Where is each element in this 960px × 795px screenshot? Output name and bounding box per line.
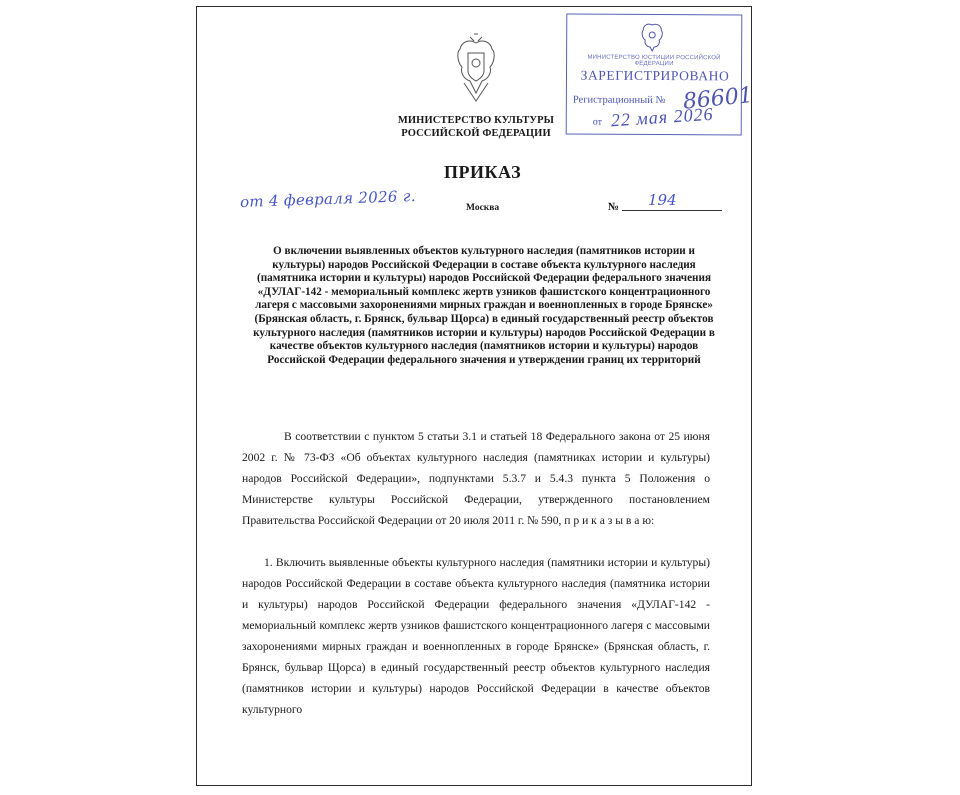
stamp-emblem-icon	[639, 21, 665, 53]
stamp-date-prefix: от	[592, 116, 603, 128]
city: Москва	[466, 203, 500, 213]
handwritten-date: от 4 февраля 2026 г.	[239, 186, 417, 212]
ministry-line-1: МИНИСТЕРСТВО КУЛЬТУРЫ	[397, 115, 555, 126]
stamp-registered: ЗАРЕГИСТРИРОВАНО	[580, 67, 730, 84]
handwritten-number: 194	[648, 191, 677, 209]
stamp-reg-number: 86601	[681, 82, 754, 115]
ministry-line-2: РОССИЙСКОЙ ФЕДЕРАЦИИ	[401, 128, 551, 139]
preamble-paragraph: В соответствии с пунктом 5 статьи 3.1 и статьей 18 Федерального закона от 25 июня 2002 г. № 73-ФЗ «Об объектах культурного наследия (памятниках истории и культуры) народов Российской Федерации», подпунктами 5.3.7 и 5.4.3 пункта 5 Положения о Министерстве культуры Российской Федерации, утвержденного постановлением Правительства Российской Федерации от 20 июля 2011 г. № 590, п р и к а з ы в а ю:	[242, 430, 710, 527]
stamp-date-value: 22 мая 2026	[610, 103, 715, 131]
stamp-reg-label: Регистрационный №	[572, 94, 666, 107]
order-body	[242, 426, 710, 531]
stamp-header: МИНИСТЕРСТВО ЮСТИЦИИ РОССИЙСКОЙ ФЕДЕРАЦИИ	[587, 54, 721, 68]
number-underline	[622, 210, 722, 211]
number-label: №	[608, 201, 620, 213]
registration-stamp	[566, 14, 754, 136]
coat-of-arms-icon	[452, 33, 500, 107]
document-title: ПРИКАЗ	[444, 162, 522, 182]
item-1-paragraph: 1. Включить выявленные объекты культурного наследия (памятники истории и культуры) народов Российской Федерации в составе объекта культурного наследия (памятника истории и культуры) народов Российской Федерации федерального значения «ДУЛАГ-142 - мемориальный комплекс жертв узников фашистского концентрационного лагеря с массовыми захоронениями мирных граждан и военнопленных в городе Брянске» (Брянская область, г. Брянск, бульвар Щорса) в единый государственный реестр объектов культурного наследия (памятников истории и культуры) народов Российской Федерации в качестве объектов культурного	[242, 556, 710, 716]
order-heading: О включении выявленных объектов культурного наследия (памятников истории и культуры) народов Российской Федерации в составе объекта культурного наследия (памятника истории и культуры) народов Российской Федерации федерального значения «ДУЛАГ-142 - мемориальный комплекс жертв узников фашистского концентрационного лагеря с массовыми захоронениями мирных граждан и военнопленных в городе Брянске» (Брянская область, г. Брянск, бульвар Щорса) в единый государственный реестр объектов культурного наследия (памятников истории и культуры) народов Российской Федерации в качестве объектов культурного наследия (памятников истории и культуры) народов Российской Федерации федерального значения и утверждении границ их территорий	[253, 245, 715, 366]
ministry-name	[392, 114, 560, 140]
